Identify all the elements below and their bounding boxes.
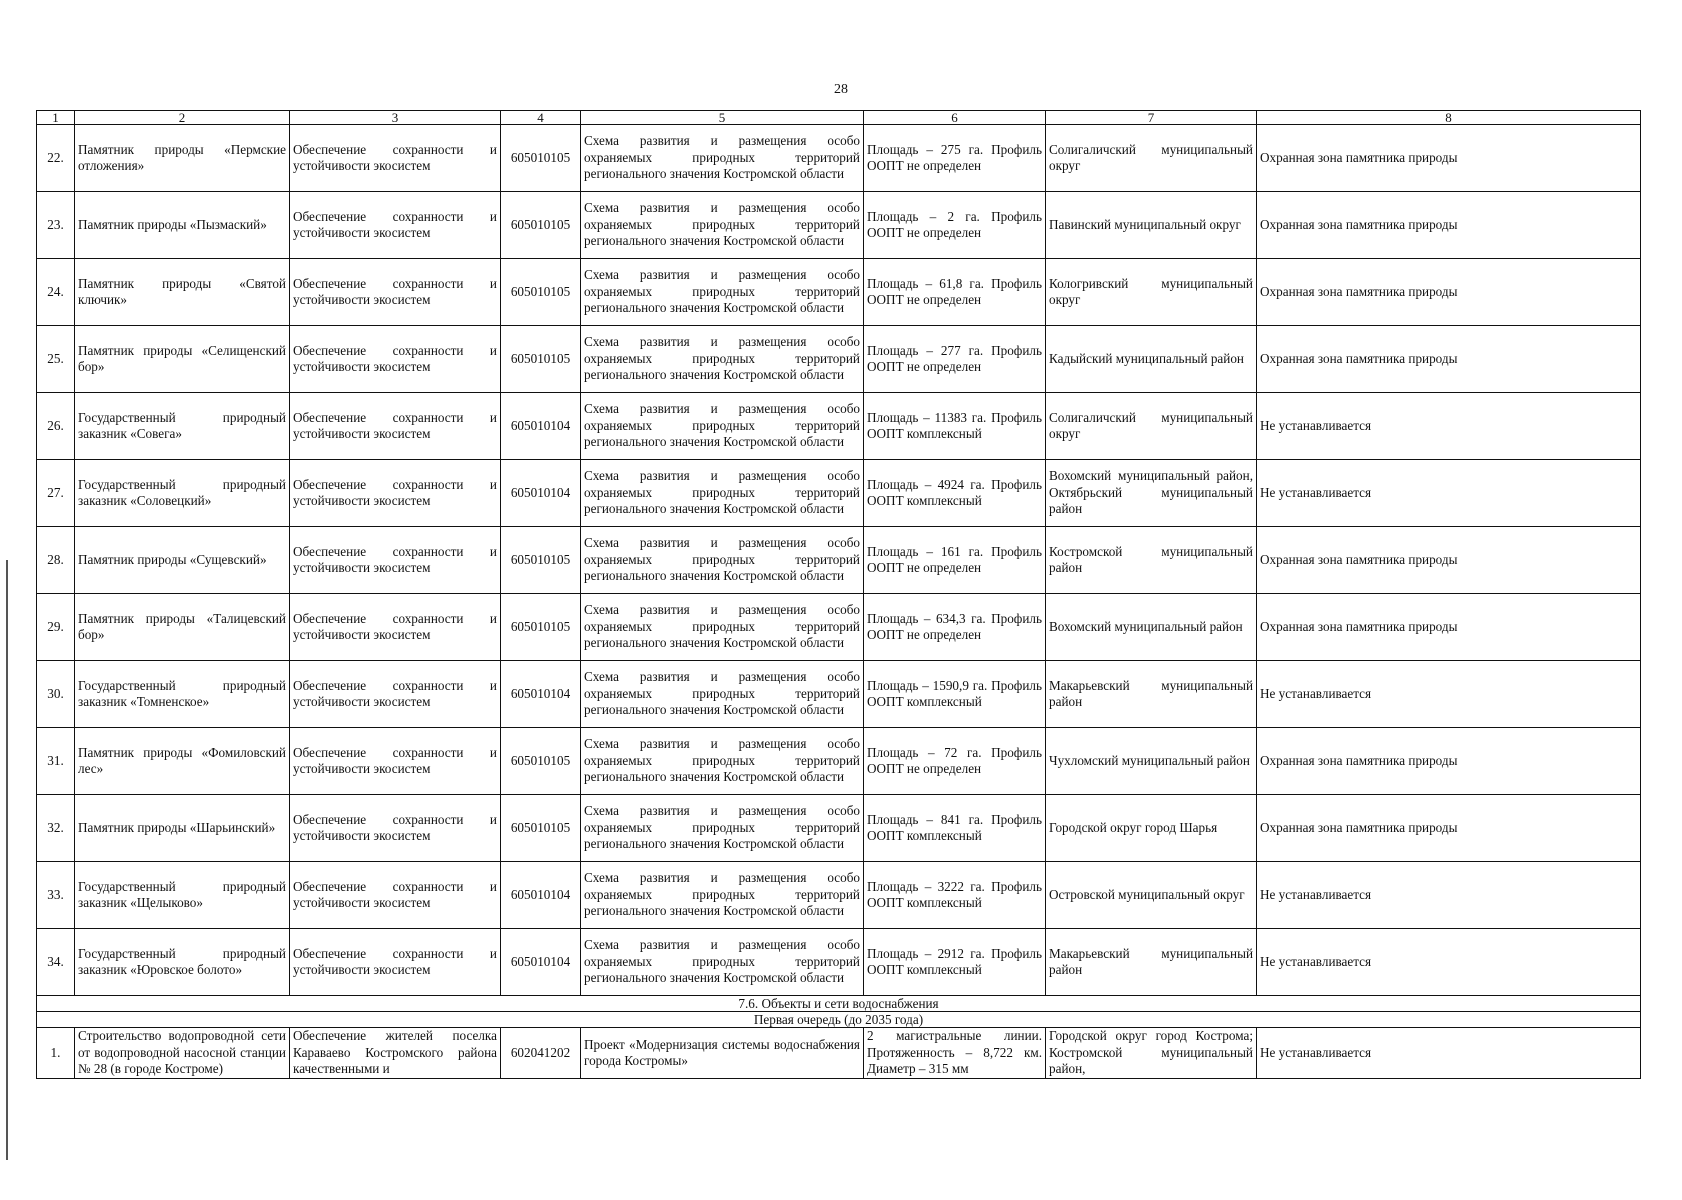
scan-edge-line bbox=[6, 560, 8, 1160]
object-name: Памятник природы «Фомиловский лес» bbox=[75, 728, 290, 795]
row-number: 26. bbox=[37, 393, 75, 460]
object-location: Городской округ город Шарья bbox=[1046, 795, 1257, 862]
object-parameters: Площадь – 2 га. Профиль ООПТ не определен bbox=[864, 192, 1046, 259]
object-name: Памятник природы «Святой ключик» bbox=[75, 259, 290, 326]
table-row bbox=[37, 1028, 1641, 1079]
section-title: 7.6. Объекты и сети водоснабжения bbox=[37, 996, 1641, 1012]
zone-type: Охранная зона памятника природы bbox=[1257, 259, 1641, 326]
object-name: Государственный природный заказник «Щелыково» bbox=[75, 862, 290, 929]
column-header: 1 bbox=[37, 111, 75, 125]
object-location: Солигаличский муниципальный округ bbox=[1046, 393, 1257, 460]
table-row bbox=[37, 460, 1641, 527]
source-document: Схема развития и размещения особо охраняемых природных территорий регионального значения Костромской области bbox=[581, 326, 864, 393]
object-purpose: Обеспечение сохранности и устойчивости экосистем bbox=[290, 393, 501, 460]
page-number: 28 bbox=[834, 82, 848, 97]
object-location: Островской муниципальный округ bbox=[1046, 862, 1257, 929]
object-name: Государственный природный заказник «Соловецкий» bbox=[75, 460, 290, 527]
table-row bbox=[37, 259, 1641, 326]
zone-type: Не устанавливается bbox=[1257, 393, 1641, 460]
column-header: 4 bbox=[501, 111, 581, 125]
object-purpose: Обеспечение сохранности и устойчивости экосистем bbox=[290, 929, 501, 996]
source-document: Схема развития и размещения особо охраняемых природных территорий регионального значения Костромской области bbox=[581, 527, 864, 594]
table-row bbox=[37, 326, 1641, 393]
object-name: Государственный природный заказник «Юровское болото» bbox=[75, 929, 290, 996]
object-parameters: Площадь – 275 га. Профиль ООПТ не определен bbox=[864, 125, 1046, 192]
object-parameters: Площадь – 2912 га. Профиль ООПТ комплексный bbox=[864, 929, 1046, 996]
source-document: Проект «Модернизация системы водоснабжения города Костромы» bbox=[581, 1028, 864, 1079]
object-purpose: Обеспечение сохранности и устойчивости экосистем bbox=[290, 728, 501, 795]
row-number: 29. bbox=[37, 594, 75, 661]
source-document: Схема развития и размещения особо охраняемых природных территорий регионального значения Костромской области bbox=[581, 728, 864, 795]
source-document: Схема развития и размещения особо охраняемых природных территорий регионального значения Костромской области bbox=[581, 929, 864, 996]
source-document: Схема развития и размещения особо охраняемых природных территорий регионального значения Костромской области bbox=[581, 192, 864, 259]
object-purpose: Обеспечение сохранности и устойчивости экосистем bbox=[290, 527, 501, 594]
object-code: 605010104 bbox=[501, 661, 581, 728]
object-location: Вохомский муниципальный район bbox=[1046, 594, 1257, 661]
subsection-header-row bbox=[37, 1012, 1641, 1028]
object-parameters: Площадь – 841 га. Профиль ООПТ комплексный bbox=[864, 795, 1046, 862]
object-purpose: Обеспечение сохранности и устойчивости экосистем bbox=[290, 259, 501, 326]
object-location: Костромской муниципальный район bbox=[1046, 527, 1257, 594]
table-row bbox=[37, 862, 1641, 929]
territorial-planning-table bbox=[36, 110, 1641, 1079]
object-code: 605010104 bbox=[501, 929, 581, 996]
row-number: 28. bbox=[37, 527, 75, 594]
row-number: 32. bbox=[37, 795, 75, 862]
object-parameters: 2 магистральные линии. Протяженность – 8,722 км. Диаметр – 315 мм bbox=[864, 1028, 1046, 1079]
source-document: Схема развития и размещения особо охраняемых природных территорий регионального значения Костромской области bbox=[581, 125, 864, 192]
row-number: 22. bbox=[37, 125, 75, 192]
object-purpose: Обеспечение сохранности и устойчивости экосистем bbox=[290, 594, 501, 661]
object-name: Памятник природы «Сущевский» bbox=[75, 527, 290, 594]
object-purpose: Обеспечение сохранности и устойчивости экосистем bbox=[290, 125, 501, 192]
object-name: Строительство водопроводной сети от водопроводной насосной станции № 28 (в городе Костроме) bbox=[75, 1028, 290, 1079]
object-code: 605010105 bbox=[501, 594, 581, 661]
table-row bbox=[37, 728, 1641, 795]
table-row bbox=[37, 661, 1641, 728]
zone-type: Охранная зона памятника природы bbox=[1257, 527, 1641, 594]
object-code: 605010105 bbox=[501, 259, 581, 326]
row-number: 24. bbox=[37, 259, 75, 326]
object-purpose: Обеспечение сохранности и устойчивости экосистем bbox=[290, 192, 501, 259]
row-number: 34. bbox=[37, 929, 75, 996]
zone-type: Охранная зона памятника природы bbox=[1257, 192, 1641, 259]
row-number: 31. bbox=[37, 728, 75, 795]
object-location: Вохомский муниципальный район, Октябрьский муниципальный район bbox=[1046, 460, 1257, 527]
object-location: Макарьевский муниципальный район bbox=[1046, 929, 1257, 996]
object-location: Павинский муниципальный округ bbox=[1046, 192, 1257, 259]
zone-type: Охранная зона памятника природы bbox=[1257, 594, 1641, 661]
column-header: 8 bbox=[1257, 111, 1641, 125]
object-code: 605010105 bbox=[501, 728, 581, 795]
row-number: 25. bbox=[37, 326, 75, 393]
zone-type: Охранная зона памятника природы bbox=[1257, 728, 1641, 795]
object-purpose: Обеспечение сохранности и устойчивости экосистем bbox=[290, 862, 501, 929]
object-name: Памятник природы «Шарьинский» bbox=[75, 795, 290, 862]
source-document: Схема развития и размещения особо охраняемых природных территорий регионального значения Костромской области bbox=[581, 460, 864, 527]
object-parameters: Площадь – 11383 га. Профиль ООПТ комплексный bbox=[864, 393, 1046, 460]
column-number-row bbox=[37, 111, 1641, 125]
row-number: 30. bbox=[37, 661, 75, 728]
source-document: Схема развития и размещения особо охраняемых природных территорий регионального значения Костромской области bbox=[581, 795, 864, 862]
zone-type: Не устанавливается bbox=[1257, 862, 1641, 929]
object-location: Макарьевский муниципальный район bbox=[1046, 661, 1257, 728]
table-row bbox=[37, 125, 1641, 192]
object-name: Памятник природы «Талицевский бор» bbox=[75, 594, 290, 661]
object-code: 605010105 bbox=[501, 192, 581, 259]
column-header: 3 bbox=[290, 111, 501, 125]
object-purpose: Обеспечение сохранности и устойчивости экосистем bbox=[290, 460, 501, 527]
source-document: Схема развития и размещения особо охраняемых природных территорий регионального значения Костромской области bbox=[581, 661, 864, 728]
object-code: 605010105 bbox=[501, 326, 581, 393]
object-location: Кадыйский муниципальный район bbox=[1046, 326, 1257, 393]
object-parameters: Площадь – 61,8 га. Профиль ООПТ не определен bbox=[864, 259, 1046, 326]
object-name: Памятник природы «Пызмаский» bbox=[75, 192, 290, 259]
table-row bbox=[37, 929, 1641, 996]
object-purpose: Обеспечение сохранности и устойчивости экосистем bbox=[290, 661, 501, 728]
zone-type: Не устанавливается bbox=[1257, 1028, 1641, 1079]
table-row bbox=[37, 795, 1641, 862]
object-code: 605010105 bbox=[501, 125, 581, 192]
object-location: Солигаличский муниципальный округ bbox=[1046, 125, 1257, 192]
object-parameters: Площадь – 3222 га. Профиль ООПТ комплексный bbox=[864, 862, 1046, 929]
table-row bbox=[37, 393, 1641, 460]
object-name: Памятник природы «Пермские отложения» bbox=[75, 125, 290, 192]
column-header: 7 bbox=[1046, 111, 1257, 125]
row-number: 1. bbox=[37, 1028, 75, 1079]
column-header: 2 bbox=[75, 111, 290, 125]
object-code: 602041202 bbox=[501, 1028, 581, 1079]
object-code: 605010104 bbox=[501, 460, 581, 527]
subsection-title: Первая очередь (до 2035 года) bbox=[37, 1012, 1641, 1028]
source-document: Схема развития и размещения особо охраняемых природных территорий регионального значения Костромской области bbox=[581, 393, 864, 460]
object-location: Кологривский муниципальный округ bbox=[1046, 259, 1257, 326]
row-number: 27. bbox=[37, 460, 75, 527]
object-name: Государственный природный заказник «Томненское» bbox=[75, 661, 290, 728]
object-parameters: Площадь – 72 га. Профиль ООПТ не определен bbox=[864, 728, 1046, 795]
object-parameters: Площадь – 634,3 га. Профиль ООПТ не определен bbox=[864, 594, 1046, 661]
zone-type: Не устанавливается bbox=[1257, 929, 1641, 996]
object-parameters: Площадь – 1590,9 га. Профиль ООПТ комплексный bbox=[864, 661, 1046, 728]
object-purpose: Обеспечение сохранности и устойчивости экосистем bbox=[290, 326, 501, 393]
object-parameters: Площадь – 277 га. Профиль ООПТ не определен bbox=[864, 326, 1046, 393]
object-purpose: Обеспечение жителей поселка Караваево Костромского района качественными и bbox=[290, 1028, 501, 1079]
zone-type: Охранная зона памятника природы bbox=[1257, 326, 1641, 393]
object-name: Государственный природный заказник «Совега» bbox=[75, 393, 290, 460]
object-location: Городской округ город Кострома; Костромской муниципальный район, bbox=[1046, 1028, 1257, 1079]
table-row bbox=[37, 527, 1641, 594]
section-header-row bbox=[37, 996, 1641, 1012]
object-name: Памятник природы «Селищенский бор» bbox=[75, 326, 290, 393]
object-location: Чухломский муниципальный район bbox=[1046, 728, 1257, 795]
object-code: 605010105 bbox=[501, 527, 581, 594]
object-code: 605010104 bbox=[501, 862, 581, 929]
zone-type: Охранная зона памятника природы bbox=[1257, 125, 1641, 192]
zone-type: Не устанавливается bbox=[1257, 661, 1641, 728]
row-number: 33. bbox=[37, 862, 75, 929]
object-code: 605010104 bbox=[501, 393, 581, 460]
table-row bbox=[37, 594, 1641, 661]
column-header: 5 bbox=[581, 111, 864, 125]
source-document: Схема развития и размещения особо охраняемых природных территорий регионального значения Костромской области bbox=[581, 862, 864, 929]
object-code: 605010105 bbox=[501, 795, 581, 862]
table-row bbox=[37, 192, 1641, 259]
column-header: 6 bbox=[864, 111, 1046, 125]
object-purpose: Обеспечение сохранности и устойчивости экосистем bbox=[290, 795, 501, 862]
zone-type: Не устанавливается bbox=[1257, 460, 1641, 527]
source-document: Схема развития и размещения особо охраняемых природных территорий регионального значения Костромской области bbox=[581, 594, 864, 661]
source-document: Схема развития и размещения особо охраняемых природных территорий регионального значения Костромской области bbox=[581, 259, 864, 326]
row-number: 23. bbox=[37, 192, 75, 259]
zone-type: Охранная зона памятника природы bbox=[1257, 795, 1641, 862]
object-parameters: Площадь – 4924 га. Профиль ООПТ комплексный bbox=[864, 460, 1046, 527]
object-parameters: Площадь – 161 га. Профиль ООПТ не определен bbox=[864, 527, 1046, 594]
